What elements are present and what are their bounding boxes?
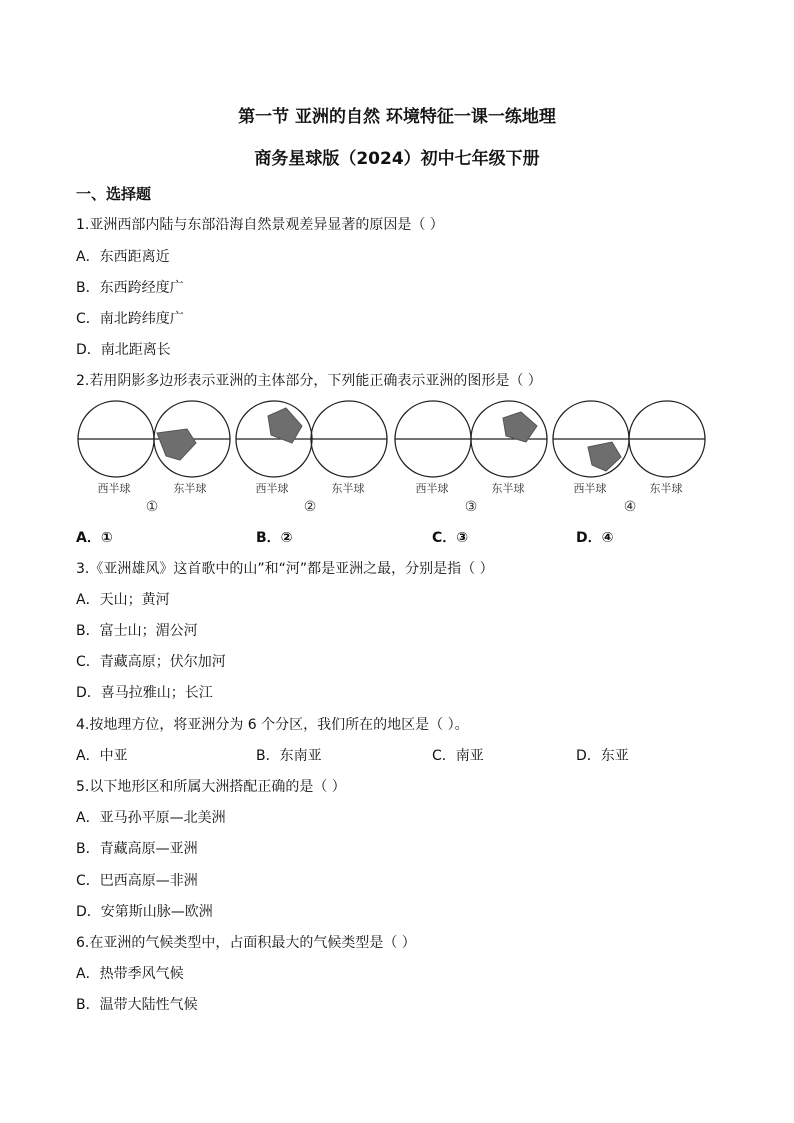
question-1-stem: 1.亚洲西部内陆与东部沿海自然景观差异显著的原因是（ ） <box>76 217 444 233</box>
document-title-line1: 第一节 亚洲的自然 环境特征一课一练地理 <box>238 107 556 127</box>
question-5-option-d[interactable]: D．安第斯山脉—欧洲 <box>76 904 213 920</box>
question-4-option-c[interactable]: C．南亚 <box>432 748 484 764</box>
hemisphere-figure <box>74 398 714 518</box>
question-3-option-b[interactable]: B．富士山；湄公河 <box>76 623 198 639</box>
question-4-option-d[interactable]: D．东亚 <box>576 748 629 764</box>
label-east-hemisphere: 东半球 <box>649 482 683 495</box>
question-6-stem: 6.在亚洲的气候类型中，占面积最大的气候类型是（ ） <box>76 935 416 951</box>
question-2-stem: 2.若用阴影多边形表示亚洲的主体部分，下列能正确表示亚洲的图形是（ ） <box>76 373 542 389</box>
label-east-hemisphere: 东半球 <box>331 482 365 495</box>
asia-polygon <box>268 408 302 443</box>
asia-polygon <box>588 442 621 471</box>
document-title-line2: 商务星球版（2024）初中七年级下册 <box>254 149 540 169</box>
label-west-hemisphere: 西半球 <box>97 482 131 495</box>
label-west-hemisphere: 西半球 <box>415 482 449 495</box>
question-1-option-b[interactable]: B．东西跨经度广 <box>76 280 184 296</box>
question-2-option-d[interactable]: D．④ <box>576 530 614 546</box>
figure-pair-1 <box>78 401 230 515</box>
asia-polygon <box>157 429 196 460</box>
question-1-option-d[interactable]: D．南北距离长 <box>76 342 171 358</box>
question-5-option-a[interactable]: A．亚马孙平原—北美洲 <box>76 810 226 826</box>
section-heading: 一、选择题 <box>76 185 152 203</box>
question-1-option-c[interactable]: C．南北跨纬度广 <box>76 311 184 327</box>
figure-number-4: ④ <box>623 499 637 515</box>
question-6-option-a[interactable]: A．热带季风气候 <box>76 966 184 982</box>
question-3-stem: 3.《亚洲雄风》这首歌中的山”和“河”都是亚洲之最，分别是指（ ） <box>76 561 494 577</box>
label-west-hemisphere: 西半球 <box>573 482 607 495</box>
question-4-stem: 4.按地理方位，将亚洲分为 6 个分区，我们所在的地区是（ ）。 <box>76 717 469 733</box>
label-west-hemisphere: 西半球 <box>255 482 289 495</box>
figure-pair-2 <box>236 401 387 515</box>
question-3-option-a[interactable]: A．天山；黄河 <box>76 592 170 608</box>
question-5-option-c[interactable]: C．巴西高原—非洲 <box>76 873 198 889</box>
question-5-stem: 5.以下地形区和所属大洲搭配正确的是（ ） <box>76 779 346 795</box>
question-1-option-a[interactable]: A．东西距离近 <box>76 249 170 265</box>
question-4-option-a[interactable]: A．中亚 <box>76 748 128 764</box>
question-6-option-b[interactable]: B．温带大陆性气候 <box>76 997 198 1013</box>
question-4-option-b[interactable]: B．东南亚 <box>256 748 322 764</box>
asia-polygon <box>503 412 537 442</box>
question-3-option-c[interactable]: C．青藏高原；伏尔加河 <box>76 654 226 670</box>
figure-pair-4 <box>553 401 705 515</box>
question-2-option-b[interactable]: B．② <box>256 530 293 546</box>
figure-number-1: ① <box>145 499 159 515</box>
label-east-hemisphere: 东半球 <box>491 482 525 495</box>
question-5-option-b[interactable]: B．青藏高原—亚洲 <box>76 841 198 857</box>
question-3-option-d[interactable]: D．喜马拉雅山；长江 <box>76 685 213 701</box>
question-2-option-a[interactable]: A．① <box>76 530 113 546</box>
label-east-hemisphere: 东半球 <box>173 482 207 495</box>
question-2-option-c[interactable]: C．③ <box>432 530 469 546</box>
figure-number-2: ② <box>303 499 317 515</box>
figure-pair-3 <box>395 401 547 515</box>
figure-number-3: ③ <box>464 499 478 515</box>
